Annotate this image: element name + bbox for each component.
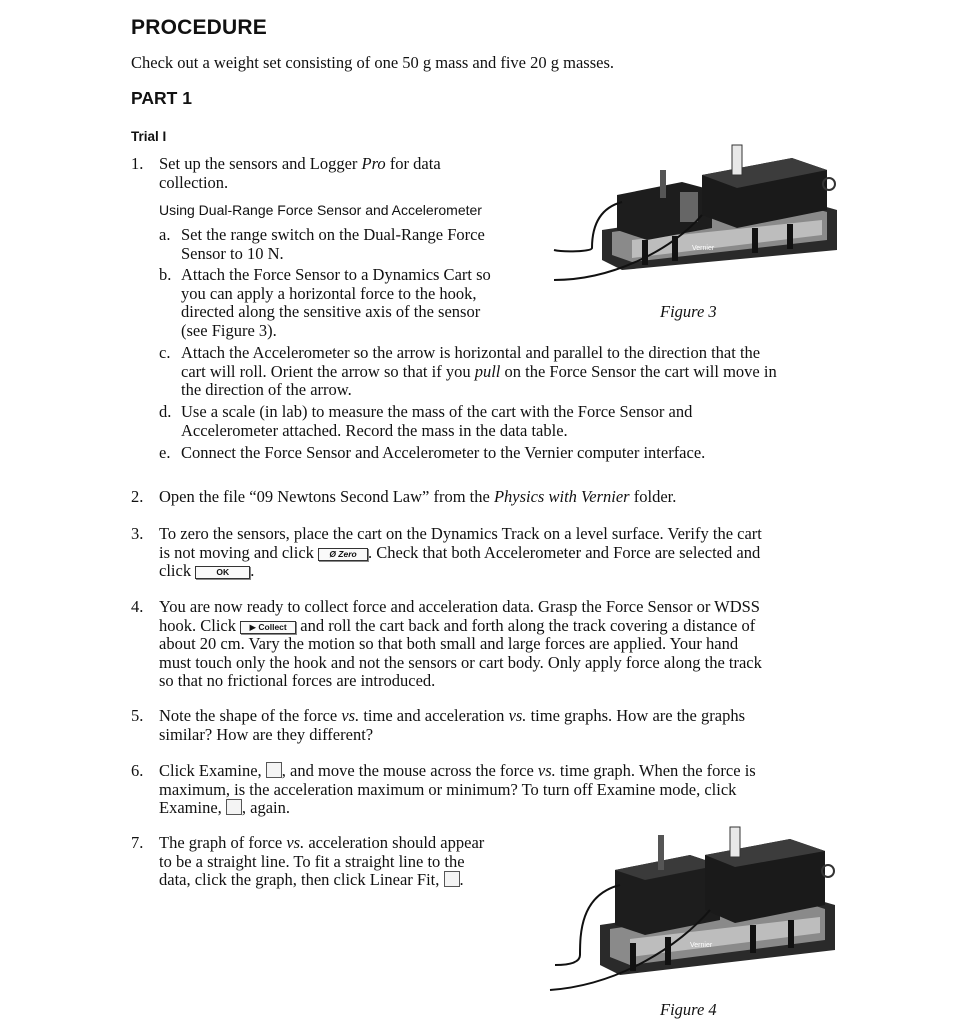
figure-3-caption: Figure 3: [660, 302, 717, 321]
step-1a-text: Set the range switch on the Dual-Range Force Sensor to 10 N.: [181, 225, 485, 263]
step-1d-text: Use a scale (in lab) to measure the mass of the cart with the Force Sensor and Accelerometer attached. Record the mass in the data table.: [181, 402, 693, 440]
page-title: PROCEDURE: [131, 16, 267, 39]
trial-heading: Trial I: [131, 129, 167, 144]
step-5-number: 5.: [131, 706, 144, 725]
examine-icon[interactable]: [266, 762, 282, 778]
step-1d-label: d.: [159, 402, 172, 421]
step-1b-label: b.: [159, 265, 172, 284]
step-4-number: 4.: [131, 597, 144, 616]
step-1b-text: Attach the Force Sensor to a Dynamics Cart so you can apply a horizontal force to the hook, directed along the sensitive axis of the sensor (see Figure 3).: [181, 265, 491, 340]
part-heading: PART 1: [131, 88, 192, 108]
step-1c-label: c.: [159, 343, 171, 362]
intro-text: Check out a weight set consisting of one 50 g mass and five 20 g masses.: [131, 53, 615, 72]
step-1a-label: a.: [159, 225, 171, 244]
step-6-number: 6.: [131, 761, 144, 780]
step-1e-text: Connect the Force Sensor and Accelerometer to the Vernier computer interface.: [181, 443, 706, 462]
step-1c-text: Attach the Accelerometer so the arrow is horizontal and parallel to the direction that the cart will roll. Orient the arrow so that if you pull on the Force Sensor the cart will move in the direction of the arrow.: [181, 343, 777, 399]
linear-fit-icon[interactable]: [444, 871, 460, 887]
step-1-text: Set up the sensors and Logger Pro for data collection.: [159, 154, 441, 192]
step-2-text: Open the file “09 Newtons Second Law” from the Physics with Vernier folder.: [159, 487, 677, 506]
step-4-text: You are now ready to collect force and acceleration data. Grasp the Force Sensor or WDSS hook. Click ▶ Collect and roll the cart back and forth along the track covering a distance of about 20 cm. Vary the motion so that both small and large forces are applied. Your hand must touch only the hook and not the sensors or cart body. Only apply force along the track so that no frictional forces are introduced.: [159, 597, 762, 690]
examine-icon[interactable]: [226, 799, 242, 815]
step-6-text: Click Examine, , and move the mouse across the force vs. time graph. When the force is maximum, is the acceleration maximum or minimum? To turn off Examine mode, click Examine, , again.: [159, 761, 756, 817]
step-5-text: Note the shape of the force vs. time and acceleration vs. time graphs. How are the graphs similar? How are they different?: [159, 706, 745, 744]
step-7-number: 7.: [131, 833, 144, 852]
zero-button[interactable]: Ø Zero: [318, 548, 368, 561]
step-3-text: To zero the sensors, place the cart on the Dynamics Track on a level surface. Verify the cart is not moving and click Ø Zero . Check that both Accelerometer and Force are selected and click OK .: [159, 524, 762, 580]
figure-4-cart-illustration: [520, 825, 845, 995]
step-3-number: 3.: [131, 524, 144, 543]
step-2-number: 2.: [131, 487, 144, 506]
step-1-subheading: Using Dual-Range Force Sensor and Accelerometer: [159, 202, 482, 218]
figure-3-cart-illustration: [552, 140, 842, 290]
figure-4-caption: Figure 4: [660, 1000, 717, 1019]
figure-3-brand: Vernier: [692, 245, 715, 252]
figure-4-brand: Vernier: [690, 942, 713, 949]
step-1e-label: e.: [159, 443, 171, 462]
step-7-text: The graph of force vs. acceleration should appear to be a straight line. To fit a straight line to the data, click the graph, then click Linear Fit, .: [159, 833, 485, 889]
collect-button[interactable]: ▶ Collect: [240, 621, 296, 634]
step-1-number: 1.: [131, 154, 144, 173]
ok-button[interactable]: OK: [195, 566, 250, 579]
